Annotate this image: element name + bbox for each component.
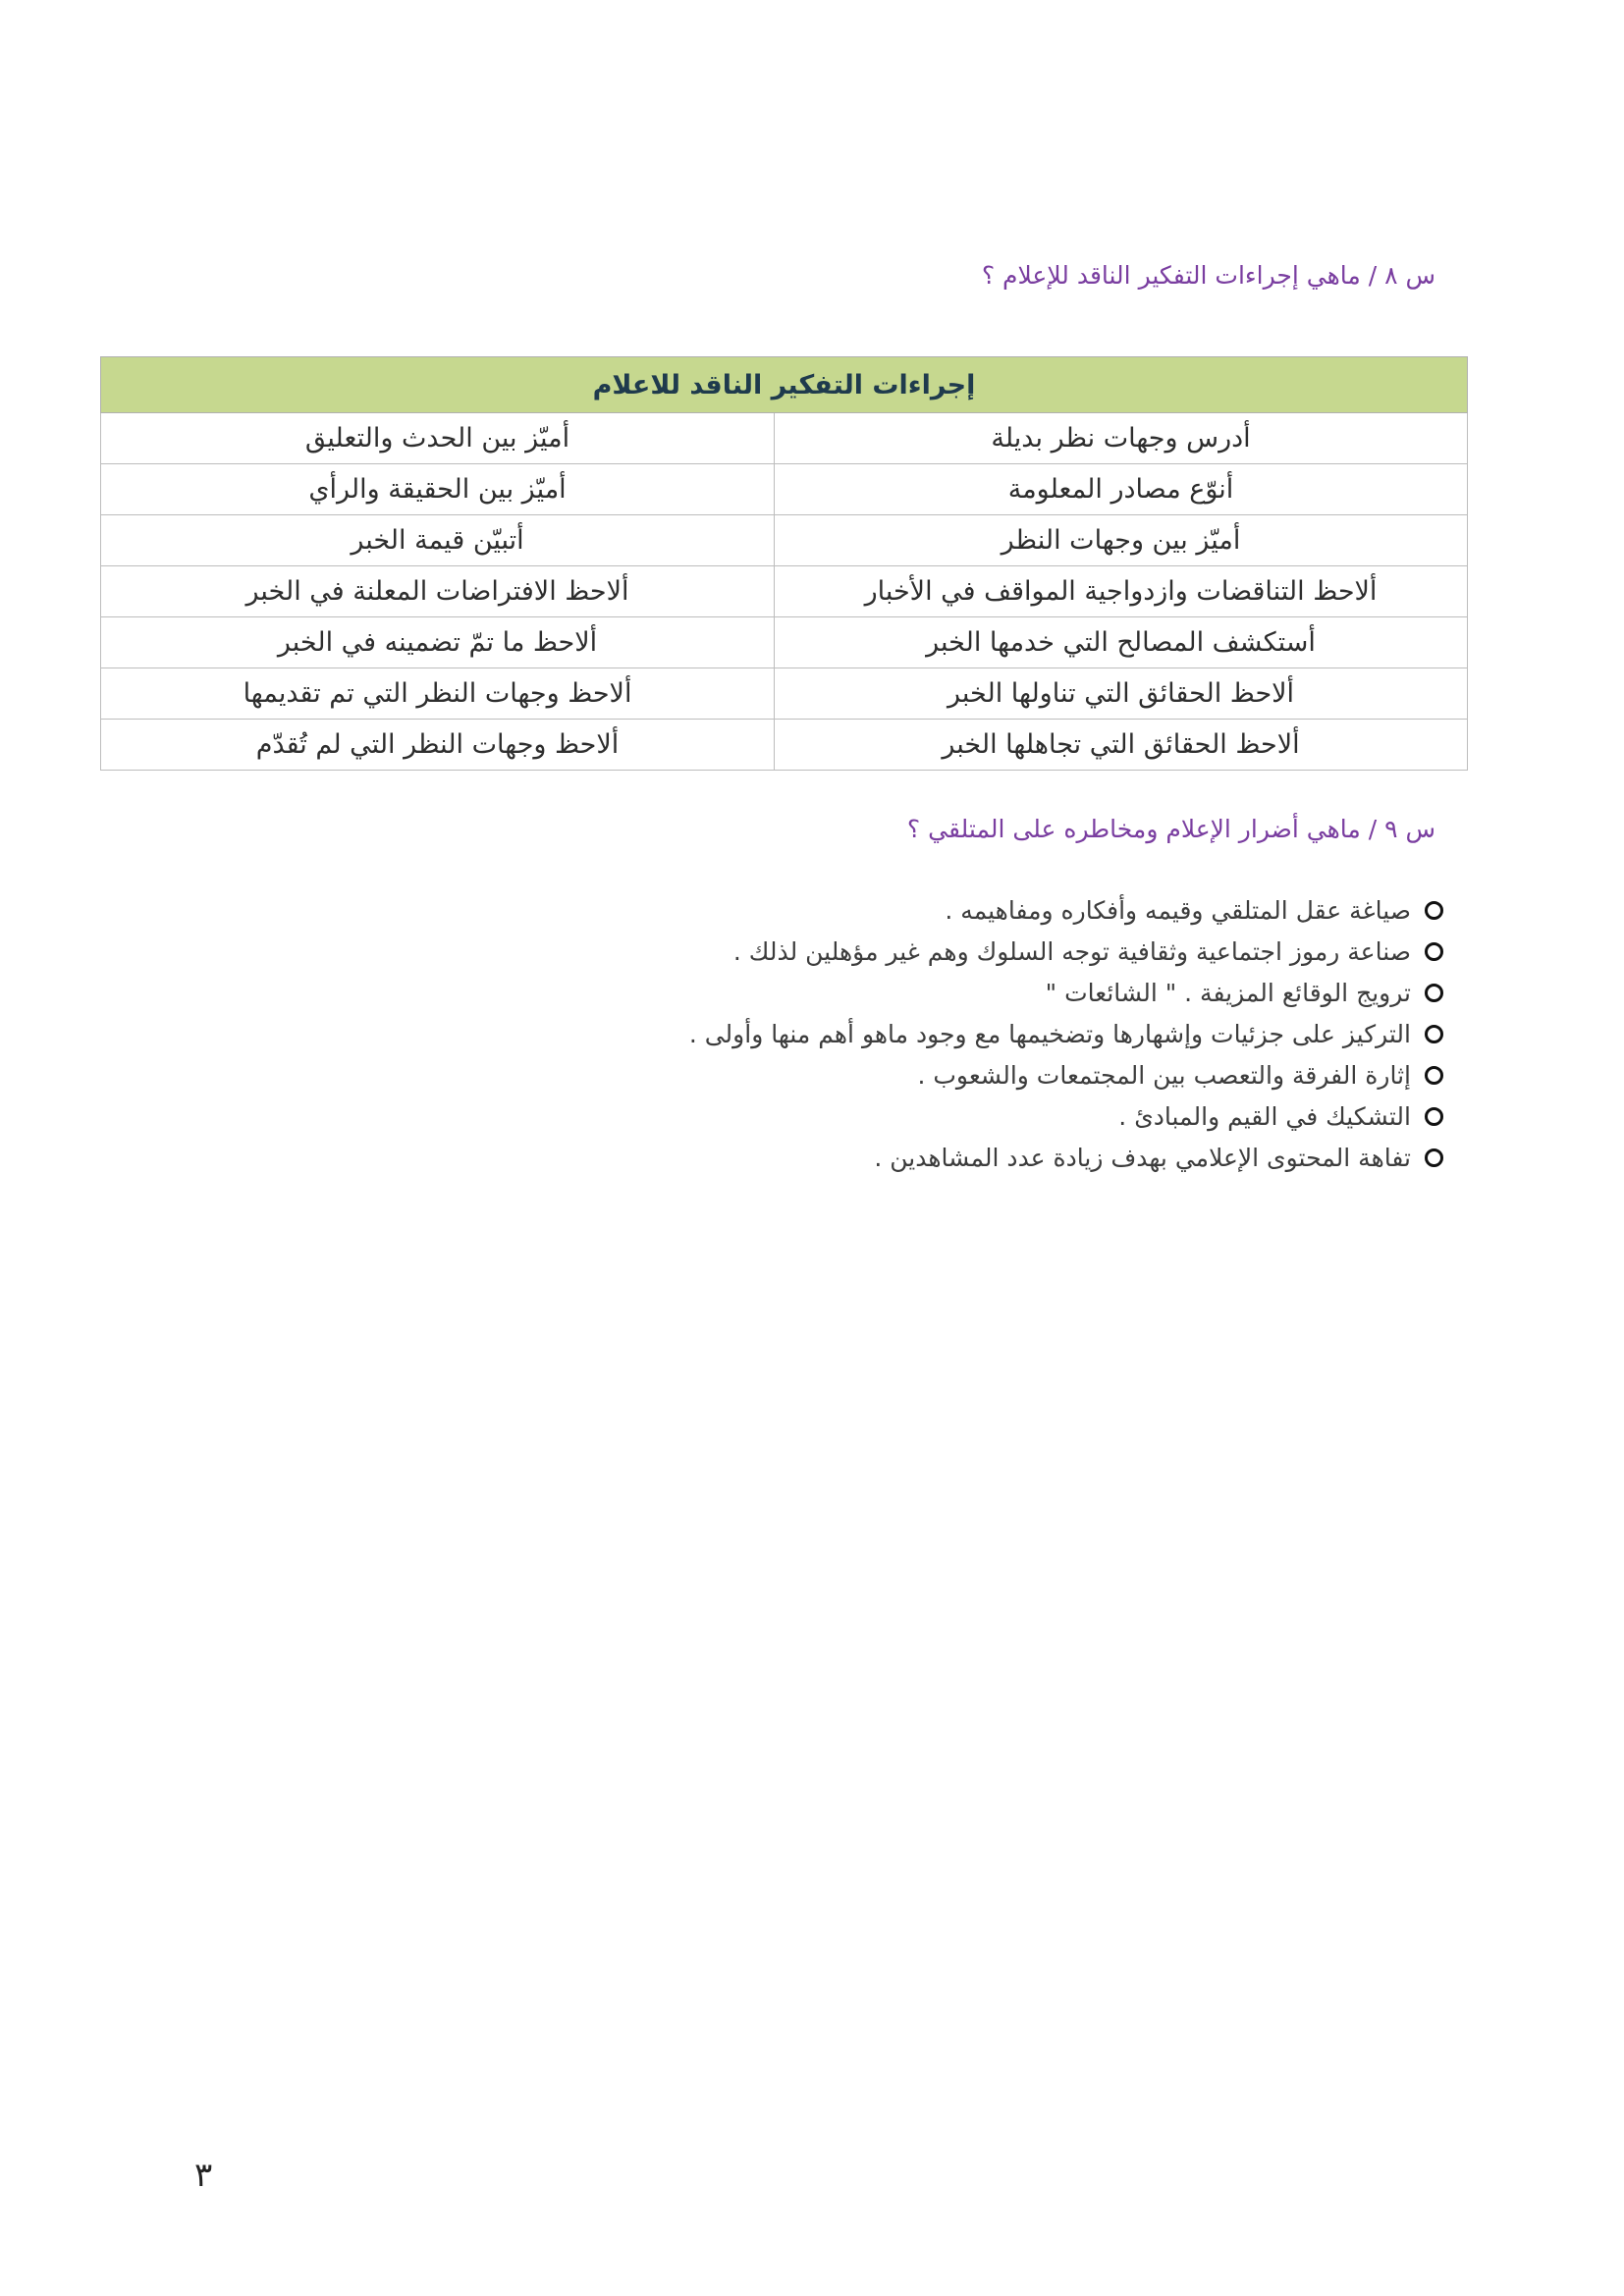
table-cell: ألاحظ التناقضات وازدواجية المواقف في الأخبار bbox=[775, 566, 1468, 617]
table-cell: أميّز بين وجهات النظر bbox=[775, 515, 1468, 566]
list-item-text: صناعة رموز اجتماعية وثقافية توجه السلوك وهم غير مؤهلين لذلك . bbox=[732, 936, 1411, 966]
table-cell: ألاحظ الحقائق التي تناولها الخبر bbox=[775, 668, 1468, 720]
list-item bbox=[689, 931, 1443, 972]
table-row bbox=[101, 413, 1468, 464]
list-item bbox=[689, 889, 1443, 931]
list-item bbox=[689, 1095, 1443, 1137]
table-cell: أميّز بين الحقيقة والرأي bbox=[101, 464, 775, 515]
table-cell: ألاحظ الافتراضات المعلنة في الخبر bbox=[101, 566, 775, 617]
table-cell: ألاحظ وجهات النظر التي لم تُقدّم bbox=[101, 720, 775, 771]
table-header-row bbox=[101, 357, 1468, 413]
list-item bbox=[689, 1054, 1443, 1095]
list-item-text: صياغة عقل المتلقي وقيمه وأفكاره ومفاهيمه . bbox=[945, 895, 1411, 925]
table-cell: ألاحظ وجهات النظر التي تم تقديمها bbox=[101, 668, 775, 720]
circle-bullet-icon bbox=[1425, 1107, 1443, 1126]
circle-bullet-icon bbox=[1425, 942, 1443, 961]
list-item-text: التشكيك في القيم والمبادئ . bbox=[1118, 1101, 1411, 1131]
circle-bullet-icon bbox=[1425, 1025, 1443, 1043]
list-item bbox=[689, 972, 1443, 1013]
table-row bbox=[101, 464, 1468, 515]
table-row bbox=[101, 617, 1468, 668]
table-row bbox=[101, 720, 1468, 771]
harms-list bbox=[689, 889, 1443, 1178]
question-9: س ٩ / ماهي أضرار الإعلام ومخاطره على المتلقي ؟ bbox=[906, 815, 1435, 843]
list-item bbox=[689, 1013, 1443, 1054]
circle-bullet-icon bbox=[1425, 1066, 1443, 1085]
circle-bullet-icon bbox=[1425, 984, 1443, 1002]
page-number: ٣ bbox=[194, 2156, 213, 2195]
list-item-text: تفاهة المحتوى الإعلامي بهدف زيادة عدد المشاهدين . bbox=[874, 1143, 1411, 1172]
list-item bbox=[689, 1137, 1443, 1178]
circle-bullet-icon bbox=[1425, 901, 1443, 920]
table-row bbox=[101, 515, 1468, 566]
table-row bbox=[101, 668, 1468, 720]
list-item-text: التركيز على جزئيات وإشهارها وتضخيمها مع وجود ماهو أهم منها وأولى . bbox=[688, 1019, 1411, 1048]
table-cell: أميّز بين الحدث والتعليق bbox=[101, 413, 775, 464]
table-cell: أدرس وجهات نظر بديلة bbox=[775, 413, 1468, 464]
table-cell: ألاحظ الحقائق التي تجاهلها الخبر bbox=[775, 720, 1468, 771]
list-item-text: ترويج الوقائع المزيفة . " الشائعات " bbox=[1045, 978, 1411, 1007]
table-header: إجراءات التفكير الناقد للاعلام bbox=[101, 357, 1468, 413]
table-cell: أتبيّن قيمة الخبر bbox=[101, 515, 775, 566]
table-cell: أستكشف المصالح التي خدمها الخبر bbox=[775, 617, 1468, 668]
table-row bbox=[101, 566, 1468, 617]
critical-thinking-table bbox=[100, 356, 1468, 771]
table-cell: ألاحظ ما تمّ تضمينه في الخبر bbox=[101, 617, 775, 668]
question-8: س ٨ / ماهي إجراءات التفكير الناقد للإعلام ؟ bbox=[981, 261, 1435, 290]
circle-bullet-icon bbox=[1425, 1148, 1443, 1167]
list-item-text: إثارة الفرقة والتعصب بين المجتمعات والشعوب . bbox=[917, 1060, 1411, 1090]
table-cell: أنوّع مصادر المعلومة bbox=[775, 464, 1468, 515]
